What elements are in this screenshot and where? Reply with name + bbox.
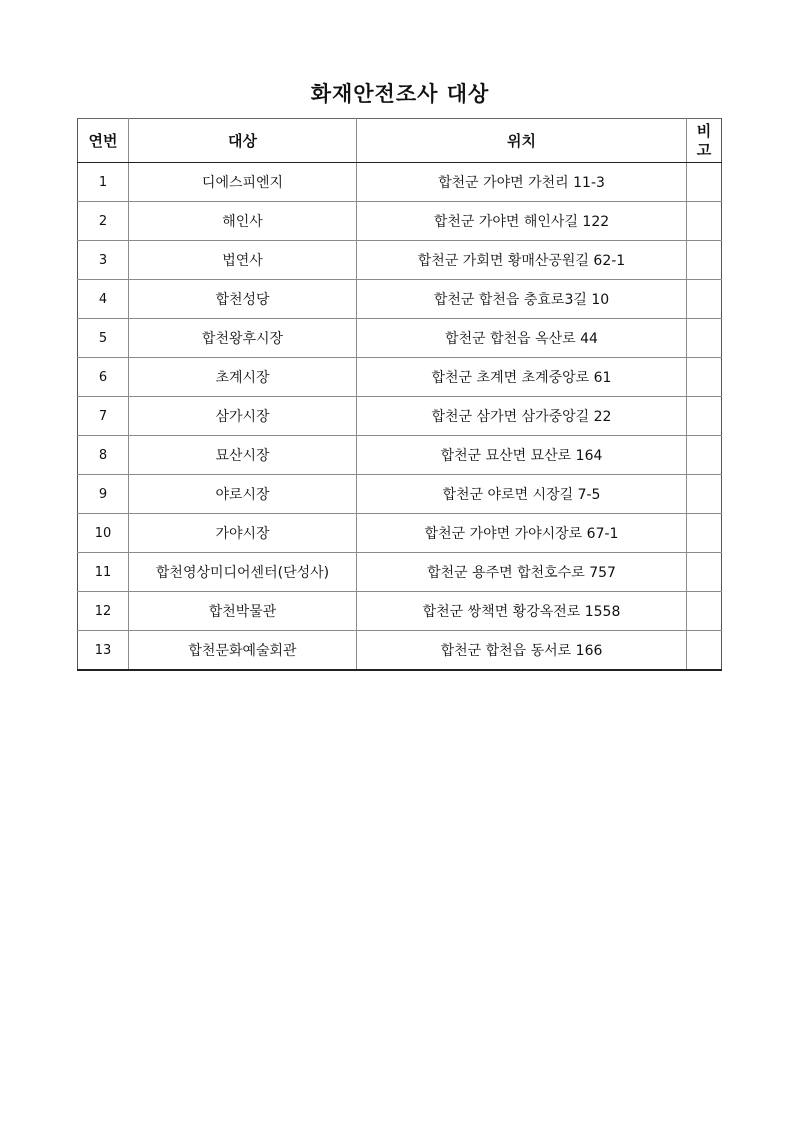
table-row xyxy=(78,514,722,553)
table-row xyxy=(78,436,722,475)
cell-location: 합천군 가야면 해인사길 122 xyxy=(357,202,687,241)
table-row xyxy=(78,592,722,631)
table-row xyxy=(78,163,722,202)
cell-target: 디에스피엔지 xyxy=(129,163,357,202)
cell-target: 합천문화예술회관 xyxy=(129,631,357,671)
cell-target: 가야시장 xyxy=(129,514,357,553)
cell-location: 합천군 야로면 시장길 7-5 xyxy=(357,475,687,514)
cell-no: 11 xyxy=(78,553,129,592)
cell-note xyxy=(687,397,722,436)
cell-note xyxy=(687,631,722,671)
cell-location: 합천군 가야면 가천리 11-3 xyxy=(357,163,687,202)
cell-target: 합천영상미디어센터(단성사) xyxy=(129,553,357,592)
cell-no: 7 xyxy=(78,397,129,436)
cell-note xyxy=(687,319,722,358)
table-row xyxy=(78,397,722,436)
table-row xyxy=(78,241,722,280)
cell-note xyxy=(687,202,722,241)
cell-no: 12 xyxy=(78,592,129,631)
cell-target: 야로시장 xyxy=(129,475,357,514)
cell-target: 합천왕후시장 xyxy=(129,319,357,358)
table-row xyxy=(78,358,722,397)
header-note-line2: 고 xyxy=(696,140,712,159)
cell-note xyxy=(687,163,722,202)
cell-no: 6 xyxy=(78,358,129,397)
cell-target: 합천박물관 xyxy=(129,592,357,631)
cell-no: 8 xyxy=(78,436,129,475)
cell-no: 5 xyxy=(78,319,129,358)
cell-note xyxy=(687,358,722,397)
cell-location: 합천군 묘산면 묘산로 164 xyxy=(357,436,687,475)
cell-note xyxy=(687,475,722,514)
header-target: 대상 xyxy=(129,119,357,163)
cell-location: 합천군 합천읍 옥산로 44 xyxy=(357,319,687,358)
cell-no: 13 xyxy=(78,631,129,671)
table-row xyxy=(78,631,722,671)
table-row xyxy=(78,280,722,319)
table-row xyxy=(78,319,722,358)
table-row xyxy=(78,475,722,514)
cell-location: 합천군 쌍책면 황강옥전로 1558 xyxy=(357,592,687,631)
cell-target: 합천성당 xyxy=(129,280,357,319)
header-no: 연번 xyxy=(78,119,129,163)
cell-note xyxy=(687,553,722,592)
cell-target: 법연사 xyxy=(129,241,357,280)
document-title: 화재안전조사 대상 xyxy=(310,82,490,106)
cell-target: 삼가시장 xyxy=(129,397,357,436)
cell-no: 2 xyxy=(78,202,129,241)
cell-target: 초계시장 xyxy=(129,358,357,397)
cell-note xyxy=(687,436,722,475)
cell-note xyxy=(687,280,722,319)
cell-no: 10 xyxy=(78,514,129,553)
cell-target: 묘산시장 xyxy=(129,436,357,475)
cell-location: 합천군 합천읍 동서로 166 xyxy=(357,631,687,671)
cell-no: 1 xyxy=(78,163,129,202)
cell-no: 9 xyxy=(78,475,129,514)
table-row xyxy=(78,553,722,592)
cell-no: 3 xyxy=(78,241,129,280)
cell-note xyxy=(687,592,722,631)
cell-location: 합천군 가회면 황매산공원길 62-1 xyxy=(357,241,687,280)
table-header-row xyxy=(78,119,722,163)
cell-location: 합천군 가야면 가야시장로 67-1 xyxy=(357,514,687,553)
cell-location: 합천군 초계면 초계중앙로 61 xyxy=(357,358,687,397)
cell-target: 해인사 xyxy=(129,202,357,241)
cell-note xyxy=(687,241,722,280)
header-location: 위치 xyxy=(357,119,687,163)
cell-location: 합천군 삼가면 삼가중앙길 22 xyxy=(357,397,687,436)
header-note-line1: 비 xyxy=(696,121,712,140)
cell-location: 합천군 용주면 합천호수로 757 xyxy=(357,553,687,592)
fire-safety-inspection-table xyxy=(77,118,722,671)
cell-no: 4 xyxy=(78,280,129,319)
table-row xyxy=(78,202,722,241)
cell-location: 합천군 합천읍 충효로3길 10 xyxy=(357,280,687,319)
header-note xyxy=(687,119,722,163)
cell-note xyxy=(687,514,722,553)
